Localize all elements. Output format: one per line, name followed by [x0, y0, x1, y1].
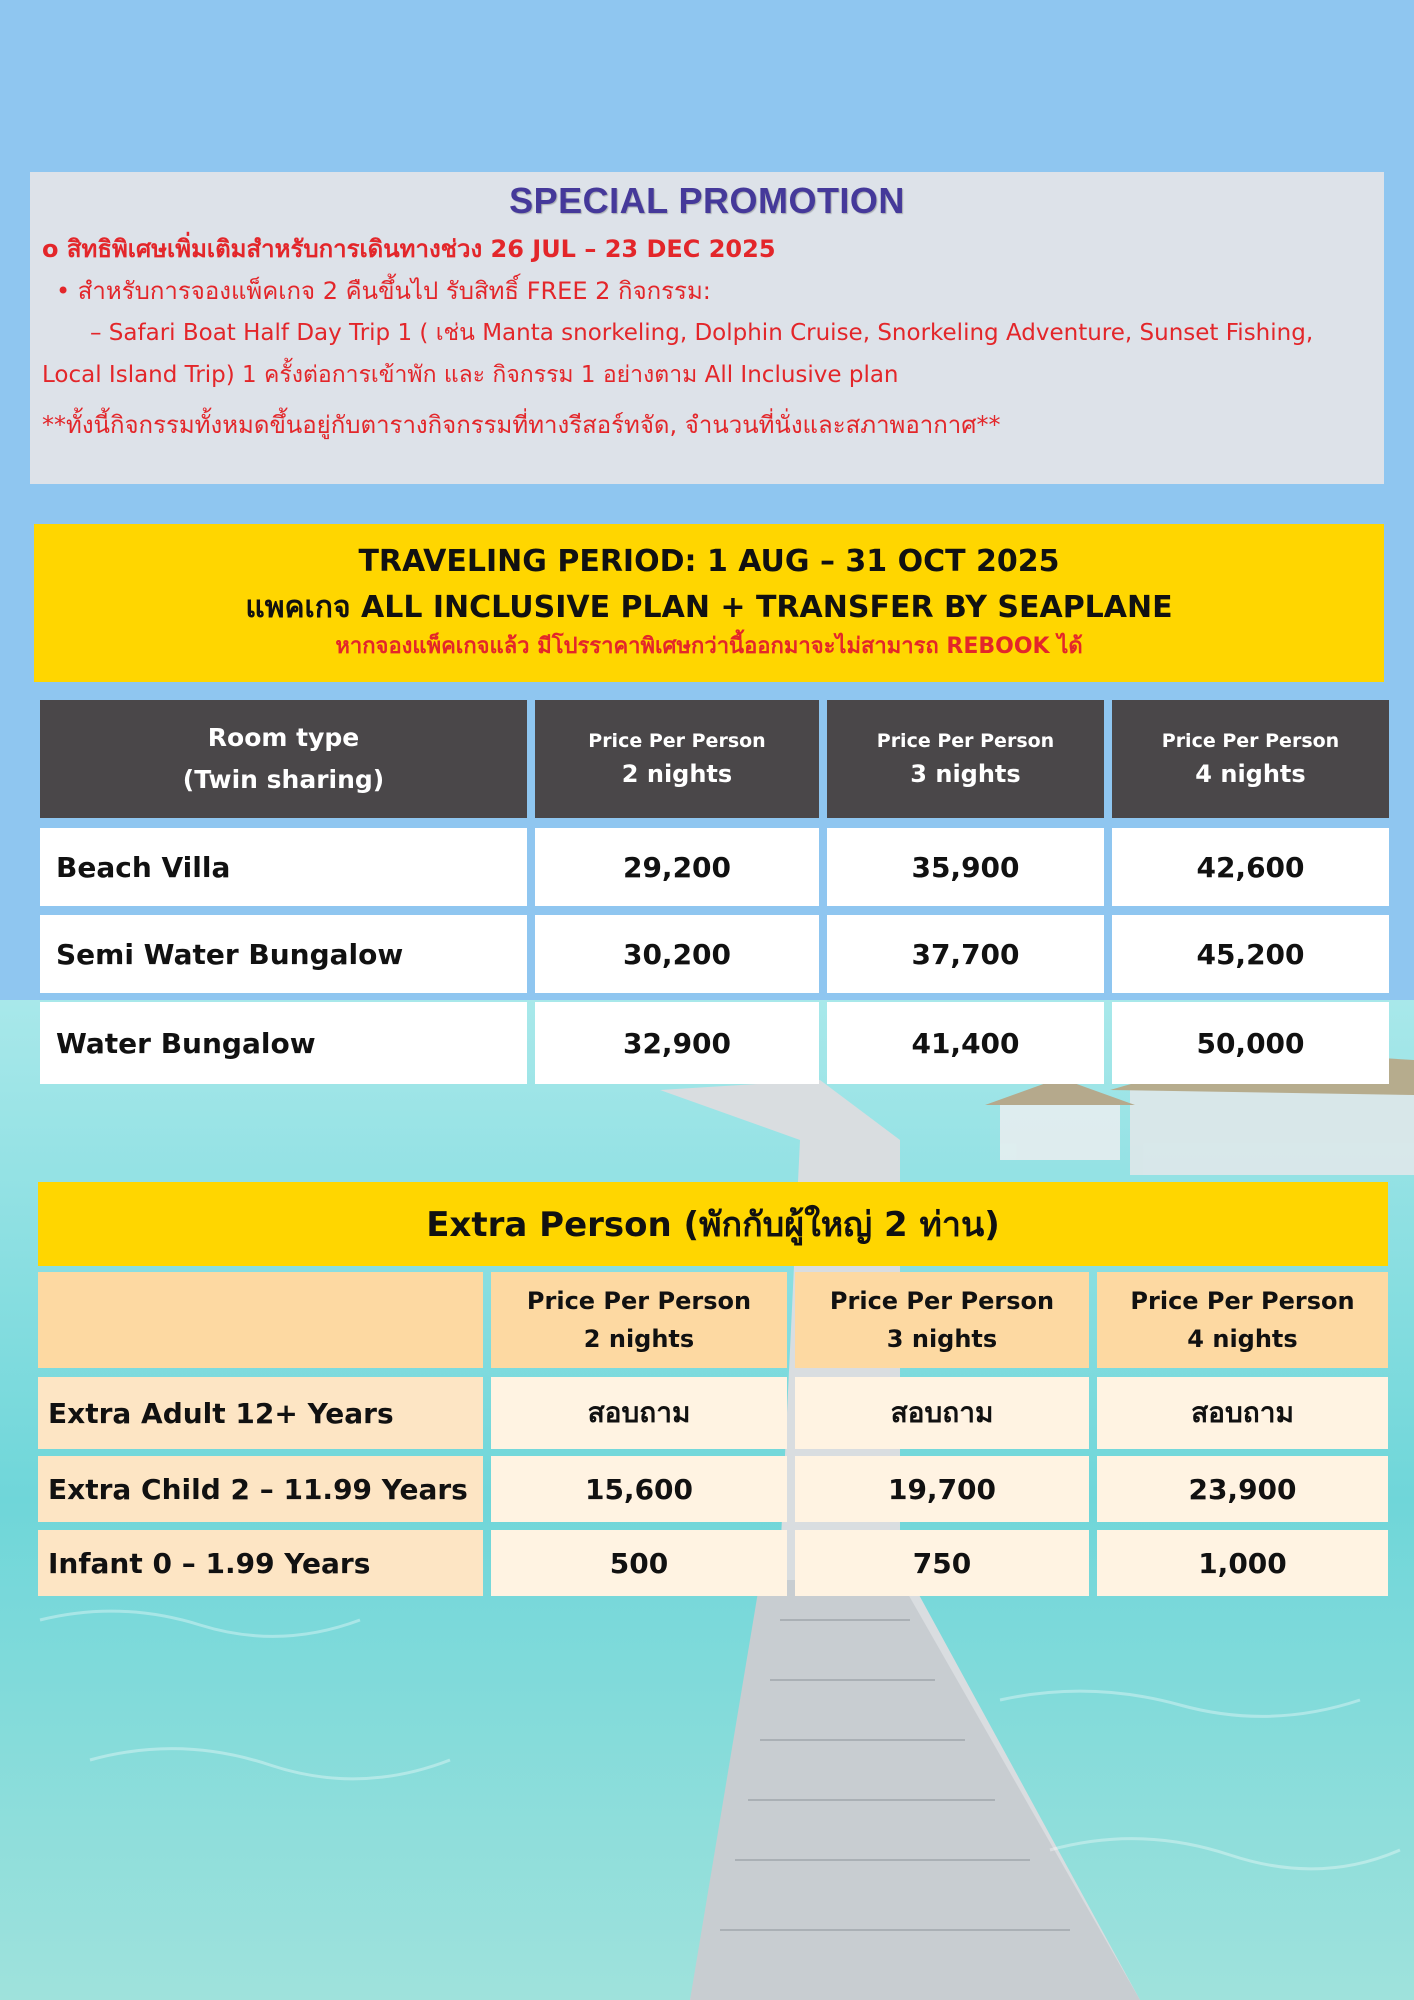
- table-cell-price: 50,000: [1112, 1002, 1389, 1084]
- extra-cell-price: สอบถาม: [1097, 1377, 1388, 1449]
- table-cell-price: 45,200: [1112, 915, 1389, 993]
- promotion-activity-line-cont: Local Island Trip) 1 ครั้งต่อการเข้าพัก และ กิจกรรม 1 อย่างตาม All Inclusive plan: [42, 362, 899, 388]
- extra-cell-price: สอบถาม: [795, 1377, 1089, 1449]
- price-header-2-nights: Price Per Person 2 nights: [535, 700, 819, 818]
- table-row-room: Water Bungalow: [40, 1002, 527, 1084]
- traveling-period-header: [34, 524, 1384, 682]
- table-cell-price: 41,400: [827, 1002, 1104, 1084]
- rebook-warning: หากจองแพ็คเกจแล้ว มีโปรราคาพิเศษกว่านี้ออกมาจะไม่สามารถ REBOOK ได้: [335, 634, 1083, 659]
- promotion-activity-line: – Safari Boat Half Day Trip 1 ( เช่น Manta snorkeling, Dolphin Cruise, Snorkeling Adventure, Sunset Fishing,: [90, 320, 1314, 346]
- promotion-bullet-line: • สำหรับการจองแพ็คเกจ 2 คืนขึ้นไป รับสิทธิ์ FREE 2 กิจกรรม:: [56, 277, 711, 305]
- table-cell-price: 29,200: [535, 828, 819, 906]
- package-name: แพคเกจ ALL INCLUSIVE PLAN + TRANSFER BY SEAPLANE: [245, 590, 1173, 625]
- price-header-4-nights: Price Per Person 4 nights: [1112, 700, 1389, 818]
- room-type-header: Room type (Twin sharing): [40, 700, 527, 818]
- extra-cell-price: สอบถาม: [491, 1377, 787, 1449]
- table-cell-price: 30,200: [535, 915, 819, 993]
- promotion-note: **ทั้งนี้กิจกรรมทั้งหมดขึ้นอยู่กับตารางกิจกรรมที่ทางรีสอร์ทจัด, จำนวนที่นั่งและสภาพอากาศ**: [42, 411, 1001, 439]
- extra-cell-price: 15,600: [491, 1456, 787, 1522]
- extra-header-blank: [38, 1272, 483, 1368]
- extra-row-type: Infant 0 – 1.99 Years: [38, 1530, 483, 1596]
- special-promotion-box: [30, 172, 1384, 484]
- extra-header-2-nights: Price Per Person 2 nights: [491, 1272, 787, 1368]
- extra-cell-price: 23,900: [1097, 1456, 1388, 1522]
- traveling-period-dates: TRAVELING PERIOD: 1 AUG – 31 OCT 2025: [358, 544, 1060, 579]
- extra-cell-price: 500: [491, 1530, 787, 1596]
- extra-row-type: Extra Adult 12+ Years: [38, 1377, 483, 1449]
- table-cell-price: 37,700: [827, 915, 1104, 993]
- table-cell-price: 35,900: [827, 828, 1104, 906]
- extra-row-type: Extra Child 2 – 11.99 Years: [38, 1456, 483, 1522]
- extra-person-title: Extra Person (พักกับผู้ใหญ่ 2 ท่าน): [38, 1182, 1388, 1266]
- table-cell-price: 42,600: [1112, 828, 1389, 906]
- extra-cell-price: 19,700: [795, 1456, 1089, 1522]
- table-cell-price: 32,900: [535, 1002, 819, 1084]
- price-header-3-nights: Price Per Person 3 nights: [827, 700, 1104, 818]
- promotion-period-line: o สิทธิพิเศษเพิ่มเติมสำหรับการเดินทางช่วง 26 JUL – 23 DEC 2025: [42, 235, 776, 263]
- table-row-room: Semi Water Bungalow: [40, 915, 527, 993]
- extra-header-3-nights: Price Per Person 3 nights: [795, 1272, 1089, 1368]
- extra-cell-price: 750: [795, 1530, 1089, 1596]
- extra-header-4-nights: Price Per Person 4 nights: [1097, 1272, 1388, 1368]
- extra-cell-price: 1,000: [1097, 1530, 1388, 1596]
- table-row-room: Beach Villa: [40, 828, 527, 906]
- promotion-title: SPECIAL PROMOTION: [509, 180, 905, 221]
